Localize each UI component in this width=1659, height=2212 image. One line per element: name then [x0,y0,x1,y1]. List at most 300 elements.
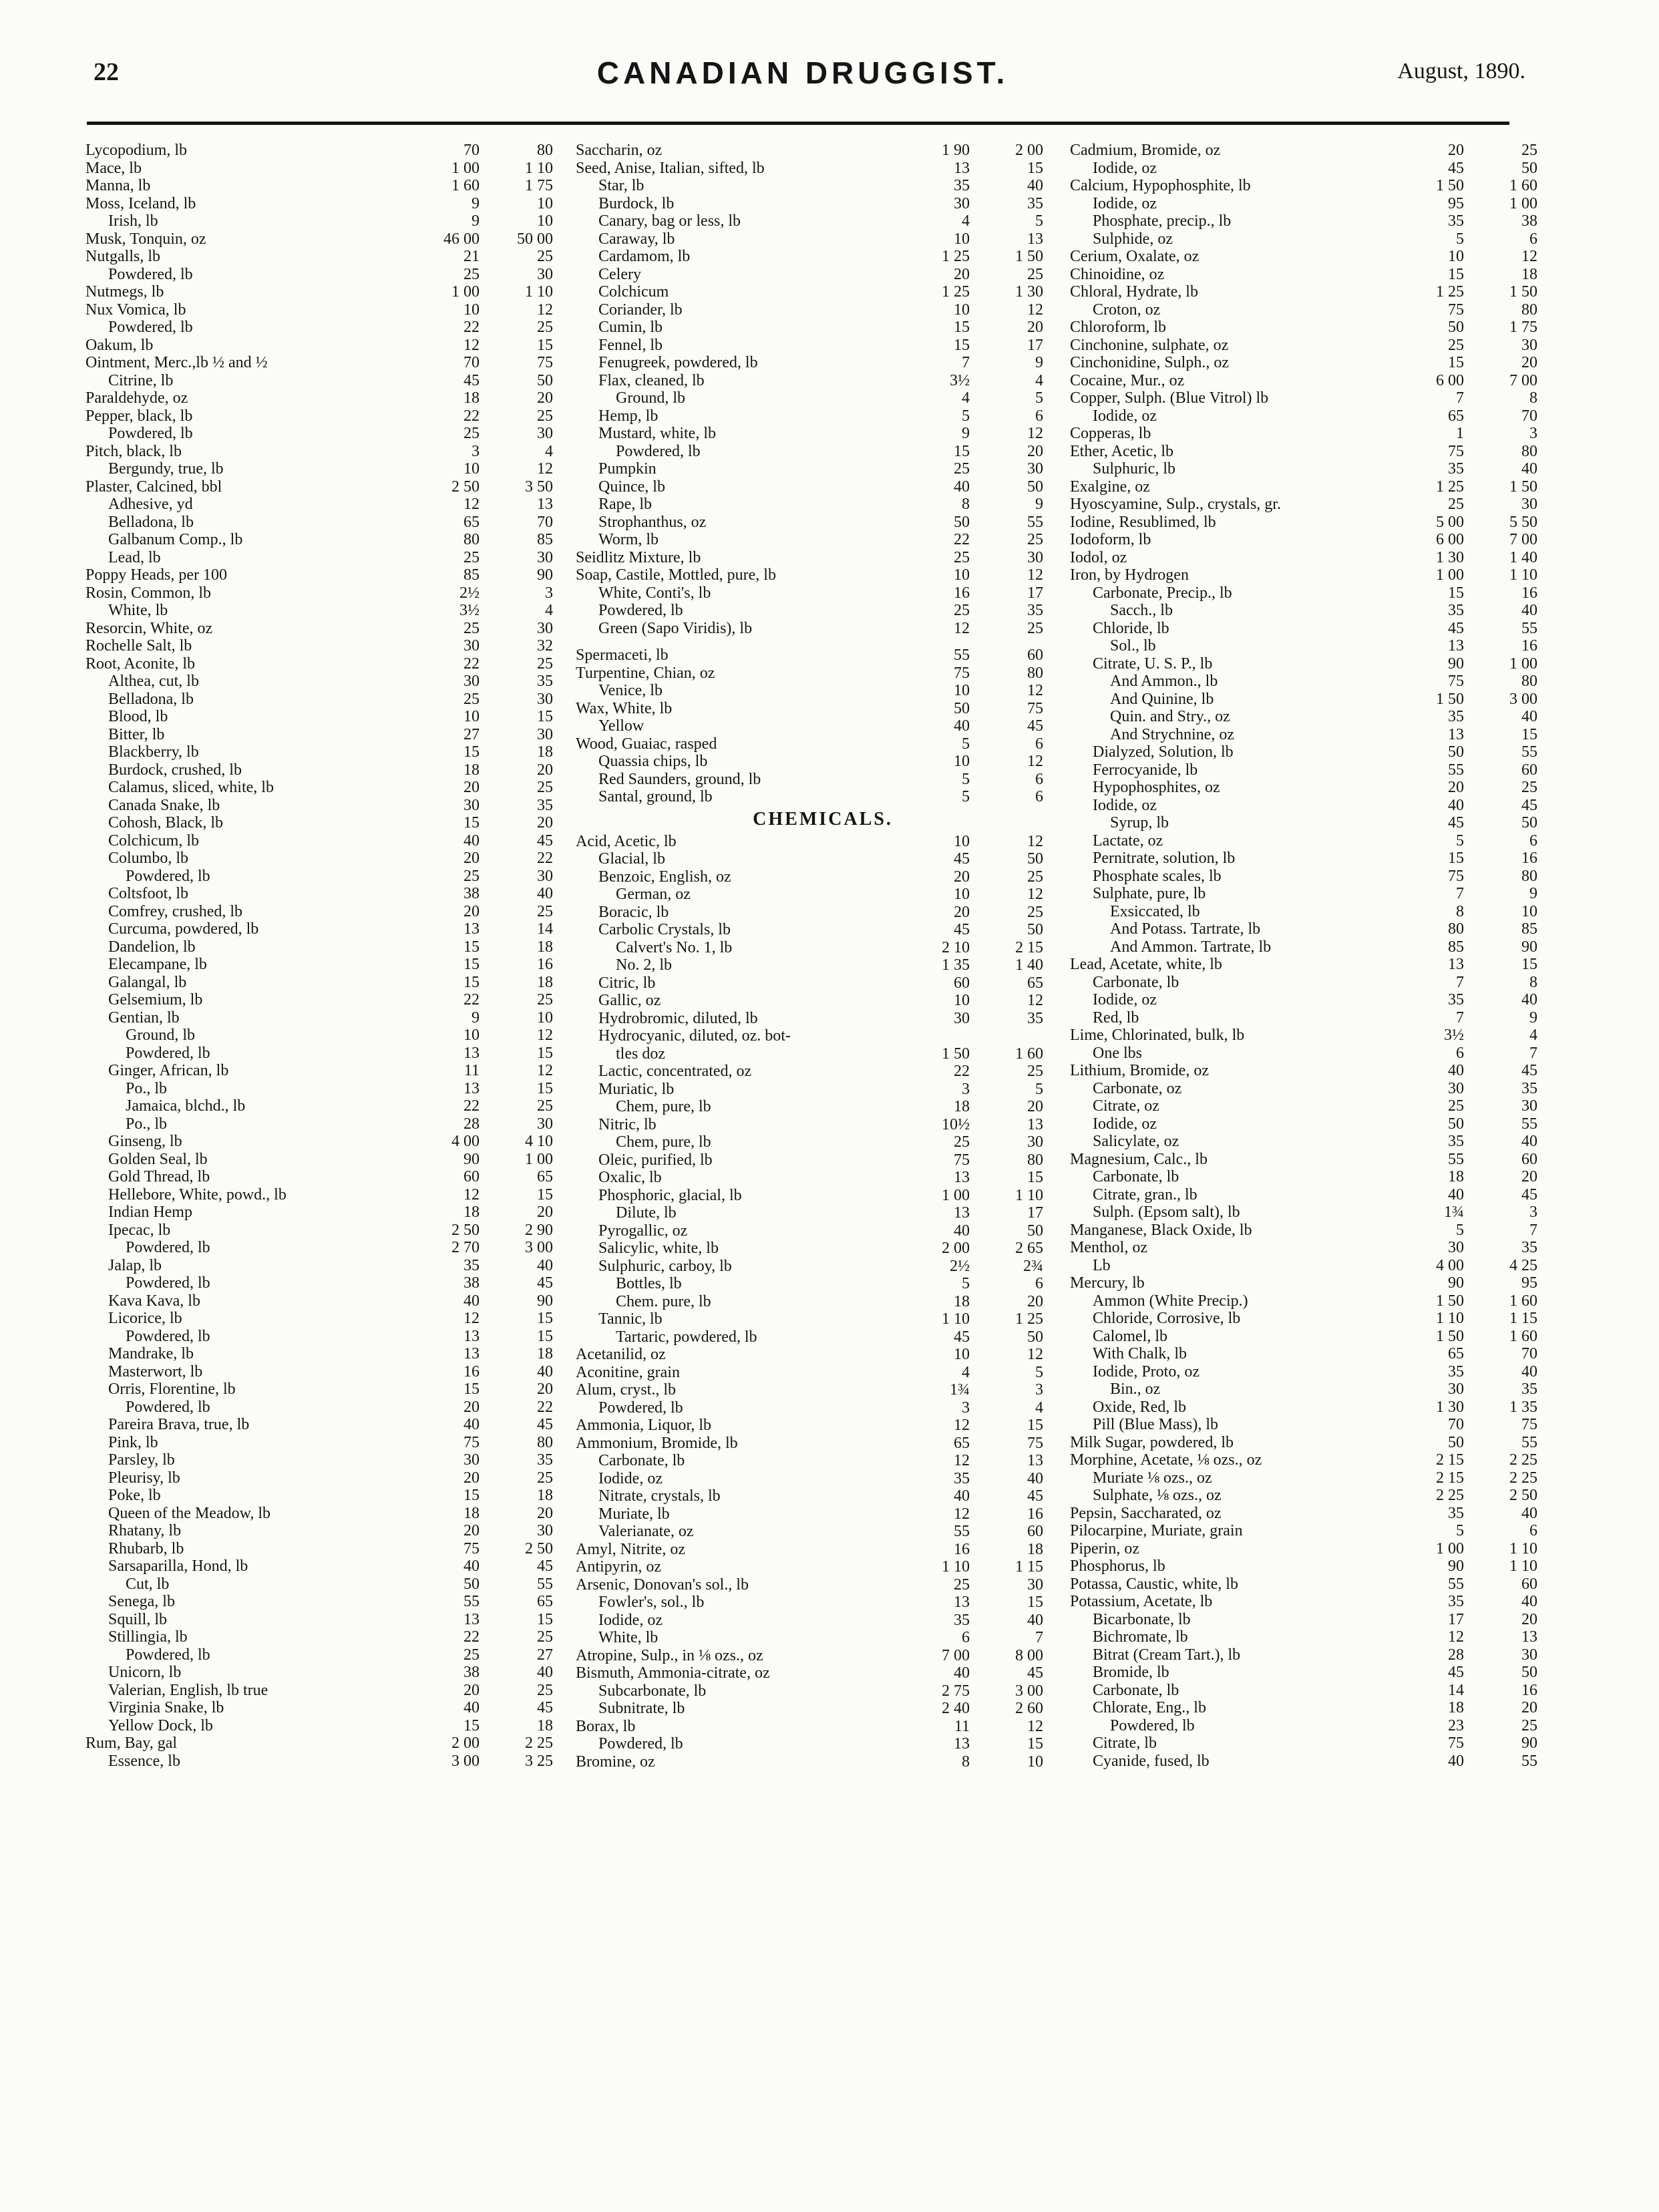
price-low: 22 [464,1628,480,1646]
price-high: 3 25 [525,1752,553,1770]
item-name: Belladona, lb [108,690,194,708]
item-name: Bitrat (Cream Tart.), lb [1093,1646,1241,1664]
item-name: Lithium, Bromide, oz [1070,1062,1209,1079]
price-low: 30 [1448,1380,1464,1398]
item-name: Potassium, Acetate, lb [1070,1593,1213,1610]
price-row [85,1753,553,1771]
price-low: 1 00 [942,1186,970,1204]
price-high: 65 [1027,974,1043,992]
item-name: Masterwort, lb [108,1362,203,1380]
price-high: 45 [1027,1487,1043,1505]
item-name: Wax, White, lb [576,699,673,717]
price-row [1070,1557,1537,1576]
price-high: 16 [537,956,553,973]
price-low: 45 [954,1328,970,1346]
item-name: Powdered, lb [598,602,683,619]
price-high: 30 [537,690,553,708]
price-low: 2 15 [1436,1469,1464,1487]
price-low: 9 [962,425,970,442]
item-name: Copper, Sulph. (Blue Vitrol) lb [1070,389,1269,407]
item-name: Golden Seal, lb [108,1150,208,1168]
price-row [1070,1204,1537,1222]
price-high: 20 [1027,1098,1043,1115]
price-low: 22 [954,531,970,548]
price-high: 45 [1027,717,1043,735]
item-name: Indian Hemp [108,1204,192,1221]
price-row [576,1310,1043,1328]
price-high: 3 00 [1509,690,1537,708]
item-name: Gentian, lb [108,1008,180,1027]
price-low: 1 10 [942,1558,970,1576]
price-low: 6 00 [1436,531,1464,548]
item-name: Senega, lb [108,1593,175,1610]
price-row [1070,938,1537,956]
item-name: Galbanum Comp., lb [108,531,243,548]
item-name: And Strychnine, oz [1110,725,1234,743]
price-high: 35 [537,796,553,814]
price-high: 40 [1521,1133,1537,1150]
price-high: 27 [537,1646,553,1664]
price-low: 1 10 [1436,1310,1464,1327]
price-low: 5 [962,788,970,805]
price-row [1070,1062,1537,1080]
price-row [1070,1133,1537,1151]
item-name: Chlorate, Eng., lb [1093,1699,1206,1716]
price-high: 20 [1521,1699,1537,1716]
price-high: 4 [1529,1027,1537,1044]
item-name: Citrine, lb [108,371,174,389]
item-name: Saccharin, oz [576,142,663,159]
price-row [576,904,1043,922]
price-low: 13 [954,1204,970,1222]
price-low: 1 50 [942,1045,970,1063]
price-high: 4 25 [1509,1256,1537,1274]
price-high: 30 [1027,460,1043,478]
item-name: Muriate ⅛ ozs., oz [1093,1469,1212,1487]
price-low: 25 [954,548,970,566]
price-high: 15 [1521,956,1537,973]
price-row [576,531,1043,549]
price-low: 13 [954,1735,970,1753]
price-row [85,1097,553,1115]
price-low: 30 [464,796,480,814]
price-low: 8 [962,496,970,513]
price-high: 35 [1521,1380,1537,1398]
item-name: Galangal, lb [108,973,187,991]
price-row [1070,1257,1537,1275]
price-row [1070,1576,1537,1594]
item-name: Sulph. (Epsom salt), lb [1093,1204,1240,1221]
price-row [1070,531,1537,549]
price-low: 15 [1448,354,1464,371]
price-high: 15 [1027,1735,1043,1753]
price-high: 16 [1521,637,1537,655]
price-row [576,142,1043,160]
price-row [576,1664,1043,1682]
price-low: 85 [1448,938,1464,956]
price-row [576,939,1043,957]
price-high: 85 [537,531,553,548]
price-row [576,1435,1043,1453]
price-row [576,956,1043,974]
price-low: 90 [1448,655,1464,673]
price-low: 35 [1448,991,1464,1008]
item-name: Fenugreek, powdered, lb [598,354,758,371]
item-name: Red Saunders, ground, lb [598,770,761,788]
price-row [1070,602,1537,620]
item-name: Mercury, lb [1070,1274,1145,1292]
price-low: 12 [954,1505,970,1523]
price-row [85,478,553,496]
item-name: Sacch., lb [1110,602,1173,619]
item-name: Hydrocyanic, diluted, oz. bot- [598,1027,791,1045]
price-low: 2 25 [1436,1487,1464,1504]
price-high: 40 [537,1256,553,1274]
price-low: 10 [954,566,970,584]
price-low: 30 [464,673,480,690]
price-low: 16 [954,584,970,602]
price-high: 60 [1521,1150,1537,1168]
price-low: 45 [1448,1664,1464,1681]
price-high: 30 [537,265,553,283]
price-low: 20 [464,902,480,920]
price-row [1070,389,1537,407]
price-low: 65 [1448,407,1464,425]
item-name: Cinchonine, sulphate, oz [1070,336,1229,354]
price-row [1070,1717,1537,1735]
price-row [85,743,553,761]
price-low: 20 [954,868,970,886]
price-row [85,1522,553,1540]
item-name: Sulphuric, lb [1093,460,1175,478]
price-high: 6 [1035,407,1043,425]
price-high: 25 [537,1097,553,1115]
price-low: 30 [954,1009,970,1027]
price-high [970,1027,1043,1045]
item-name: Ground, lb [126,1027,195,1044]
price-low: 45 [1448,814,1464,832]
price-row [576,886,1043,904]
price-low: 10 [464,301,480,319]
item-name: Valerian, English, lb true [108,1681,268,1699]
price-high: 2 00 [1015,142,1043,159]
price-high: 16 [1027,1505,1043,1523]
price-high: 70 [1521,1345,1537,1362]
price-low: 13 [954,1169,970,1186]
price-low: 40 [464,1416,480,1433]
price-row [85,531,553,549]
price-low: 13 [464,920,480,938]
item-name: Rochelle Salt, lb [85,637,192,655]
page-number: 22 [94,58,119,86]
price-high: 9 [1529,1008,1537,1027]
price-high: 70 [1521,407,1537,425]
price-high: 1 75 [1509,319,1537,336]
price-row [576,460,1043,478]
price-high: 90 [1521,938,1537,956]
price-high: 12 [537,1062,553,1079]
price-high: 9 [1035,354,1043,371]
price-low: 27 [464,725,480,743]
price-high: 6 [1035,770,1043,788]
price-row [1070,248,1537,266]
price-row [1070,1292,1537,1310]
price-high: 2 25 [525,1734,553,1752]
price-low: 25 [954,602,970,619]
price-high: 1 50 [1509,478,1537,496]
item-name: Dilute, lb [616,1204,677,1222]
price-row [576,1523,1043,1541]
price-row [576,319,1043,337]
price-low: 18 [464,761,480,779]
price-column-3 [1070,142,1537,1770]
price-low: 25 [464,619,480,637]
price-row [1070,1328,1537,1346]
price-low: 40 [1448,1752,1464,1770]
item-name: Spermaceti, lb [576,647,669,664]
price-high: 15 [537,1327,553,1345]
price-row [85,407,553,425]
price-high: 60 [1027,1523,1043,1540]
price-low: 1 10 [942,1310,970,1328]
price-high: 1 60 [1509,177,1537,194]
item-name: Bitter, lb [108,725,165,743]
price-low: 40 [1448,1185,1464,1204]
price-high: 50 [1027,850,1043,868]
price-high: 1 10 [1509,566,1537,584]
price-row [576,283,1043,301]
item-name: Parsley, lb [108,1451,175,1469]
price-low: 25 [1448,336,1464,354]
price-low: 9 [472,212,480,230]
price-high: 20 [537,1504,553,1522]
price-row [576,443,1043,461]
price-row [1070,1310,1537,1328]
price-row [85,1399,553,1417]
item-name: Chloride, lb [1093,619,1169,637]
item-name: Carbonate, oz [1093,1079,1182,1097]
price-high: 15 [537,1044,553,1062]
price-low: 18 [1448,1168,1464,1185]
price-high: 6 [1035,1275,1043,1292]
price-row [1070,1345,1537,1363]
price-high: 1 10 [1509,1539,1537,1557]
item-name: Ammon (White Precip.) [1093,1292,1248,1310]
item-name: Bromide, lb [1093,1664,1169,1681]
price-high: 9 [1035,496,1043,513]
item-name: Iodide, oz [1093,1115,1157,1133]
price-high: 45 [1521,1062,1537,1079]
price-row [1070,1027,1537,1045]
item-name: Chloroform, lb [1070,319,1166,336]
price-high: 2 50 [525,1539,553,1557]
price-low: 35 [954,1469,970,1487]
price-row [1070,337,1537,355]
price-row [1070,673,1537,691]
price-low: 40 [954,1487,970,1505]
price-low: 5 00 [1436,513,1464,531]
item-name: With Chalk, lb [1093,1345,1187,1362]
price-high: 18 [537,1487,553,1504]
item-name: Worm, lb [598,531,659,548]
price-high: 18 [537,1716,553,1734]
price-low: 16 [464,1362,480,1380]
item-name: Powdered, lb [126,1398,210,1416]
price-high: 16 [1521,1681,1537,1699]
price-low: 2 50 [451,478,480,496]
price-high: 80 [537,1433,553,1451]
price-high: 5 50 [1509,513,1537,531]
price-high: 2 50 [1509,1487,1537,1504]
price-row [1070,1274,1537,1292]
item-name: Lb [1093,1256,1111,1274]
price-row [1070,230,1537,248]
price-low: 55 [954,1523,970,1540]
item-name: Phosphorus, lb [1070,1557,1165,1575]
price-high: 20 [1521,1168,1537,1185]
price-low: 22 [464,407,480,425]
price-high: 20 [537,1380,553,1398]
price-low: 5 [962,1275,970,1292]
price-row [576,496,1043,514]
price-row [1070,743,1537,761]
price-row [85,1009,553,1027]
price-low: 1 50 [1436,1292,1464,1310]
price-row [85,1505,553,1523]
item-name: Pilocarpine, Muriate, grain [1070,1522,1243,1539]
price-high: 55 [537,1575,553,1593]
price-low: 22 [464,319,480,336]
price-high: 10 [1521,902,1537,920]
item-name: Acid, Acetic, lb [576,832,677,850]
price-row [576,1293,1043,1311]
price-high: 1 40 [1015,956,1043,974]
price-low: 8 [962,1753,970,1771]
price-row [576,248,1043,266]
price-high: 15 [537,1079,553,1097]
price-row [576,620,1043,638]
price-low: 3½ [950,371,970,389]
price-low: 55 [1448,761,1464,779]
price-row [85,832,553,850]
item-name: Rum, Bay, gal [85,1734,178,1752]
price-high: 1 60 [1509,1327,1537,1345]
price-row [1070,1380,1537,1399]
price-high: 3 00 [1015,1682,1043,1700]
item-name: Antipyrin, oz [576,1558,661,1576]
item-name: Lead, Acetate, white, lb [1070,956,1222,973]
price-low: 75 [464,1539,480,1557]
price-high: 40 [1027,1469,1043,1487]
price-high: 90 [1521,1734,1537,1752]
price-row [576,566,1043,584]
item-name: Cocaine, Mur., oz [1070,371,1185,389]
item-name: Powdered, lb [108,319,193,336]
price-row [85,443,553,461]
price-high: 13 [1027,230,1043,248]
price-low: 95 [1448,194,1464,212]
item-name: White, Conti's, lb [598,584,711,602]
item-name: No. 2, lb [616,956,672,974]
price-row [576,1328,1043,1346]
price-row [85,372,553,390]
price-low: 50 [954,699,970,717]
price-row [85,1239,553,1257]
item-name: One lbs [1093,1044,1142,1062]
item-name: Hyoscyamine, Sulp., crystals, gr. [1070,496,1281,513]
price-low: 1 90 [942,142,970,159]
item-name: Citric, lb [598,974,656,992]
item-name: Powdered, lb [598,1735,683,1753]
item-name: Hydrobromic, diluted, lb [598,1009,758,1027]
item-name: Kava Kava, lb [108,1292,200,1310]
price-low: 15 [954,336,970,354]
price-low: 1 60 [451,177,480,194]
spacer [576,637,1043,647]
price-low: 25 [464,425,480,442]
price-high: 1 25 [1015,1310,1043,1328]
price-low: 17 [1448,1610,1464,1628]
price-row [1070,1734,1537,1753]
price-low: 7 [1456,1008,1464,1027]
price-low: 55 [954,647,970,664]
price-column-1 [85,142,553,1770]
item-name: Belladona, lb [108,513,194,531]
price-low: 75 [1448,442,1464,460]
price-row [1070,1115,1537,1133]
price-low: 18 [464,1204,480,1221]
price-low: 25 [1448,1097,1464,1115]
price-high: 15 [537,1310,553,1327]
item-name: Comfrey, crushed, lb [108,902,243,920]
item-name: Citrate, lb [1093,1734,1157,1752]
item-name: Sarsaparilla, Hond, lb [108,1557,248,1575]
price-high: 60 [1521,761,1537,779]
price-high: 12 [537,301,553,319]
price-low: 38 [464,1664,480,1681]
price-high: 25 [537,1681,553,1699]
item-name: Canada Snake, lb [108,796,220,814]
price-low: 40 [1448,1062,1464,1079]
price-row [85,1292,553,1310]
price-high: 8 00 [1015,1646,1043,1664]
price-high: 30 [537,725,553,743]
price-high: 12 [1521,248,1537,265]
price-row [85,1186,553,1204]
price-low: 50 [1448,1433,1464,1451]
price-high: 30 [1521,1097,1537,1115]
price-low: 3½ [459,602,480,619]
price-low: 25 [464,867,480,885]
price-low: 35 [464,1256,480,1274]
price-low: 15 [1448,265,1464,283]
price-low: 13 [1448,637,1464,655]
price-high: 1 10 [525,159,553,177]
price-row [576,1487,1043,1505]
price-row [85,620,553,638]
price-row [1070,425,1537,443]
price-row [576,230,1043,248]
price-row [576,478,1043,496]
price-low: 15 [1448,850,1464,867]
item-name: Colchicum [598,283,669,301]
price-low: 10 [1448,248,1464,265]
price-row [1070,514,1537,532]
price-low: 20 [954,265,970,283]
price-high: 12 [1027,1717,1043,1735]
price-low: 40 [464,1699,480,1716]
item-name: Rosin, Common, lb [85,584,212,602]
